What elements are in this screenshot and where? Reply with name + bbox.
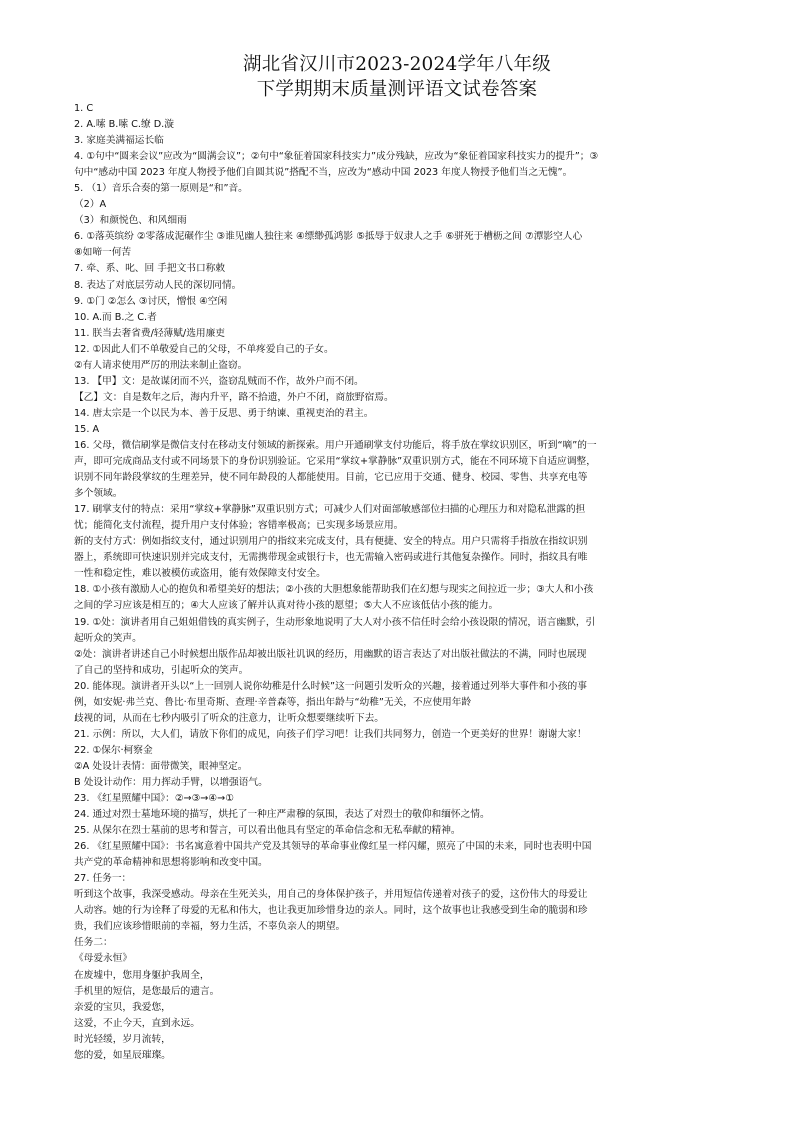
answer-line: 手机里的短信，是您最后的遗言。 [74, 985, 220, 997]
answer-line: 您的爱，如星辰璀璨。 [74, 1049, 171, 1061]
answer-line: 16. 父母，微信刷掌是微信支付在移动支付领域的新探索。用户开通刷掌支付功能后，将手放在掌纹识别区，听到“嘀”的一 [74, 439, 597, 451]
answer-line: 声，即可完成商品支付或不同场景下的身份识别验证。它采用“掌纹+掌静脉”双重识别方式，能在不同环境下自适应调整， [74, 456, 596, 468]
answer-line: 起听众的笑声。 [74, 632, 142, 644]
answer-line: 20. 能体现。演讲者开头以“上一回别人说你幼稚是什么时候”这一问题引发听众的兴趣，接着通过列举大事件和小孩的事 [74, 680, 587, 692]
answer-line: 3. 家庭美满福运长临 [74, 135, 164, 147]
answer-line: 14. 唐太宗是一个以民为本、善于反思、勇于纳谏、重视吏治的君主。 [74, 407, 374, 419]
answer-line: 句中“感动中国 2023 年度人物授予他们自圆其说”搭配不当，应改为“感动中国 2023 年度人物授予他们当之无愧”。 [74, 167, 573, 179]
answer-line: 任务二： [74, 937, 113, 949]
answer-line: 识别不同年龄段掌纹的生理差异，使不同年龄段的人都能使用。目前，它已应用于交通、健身、校园、零售、共享充电等 [74, 472, 588, 484]
answer-line: 18. ①小孩有激励人心的抱负和希望美好的想法；②小孩的大胆想象能帮助我们在幻想与现实之间拉近一步；③大人和小孩 [74, 584, 594, 596]
answer-line: 听到这个故事，我深受感动。母亲在生死关头，用自己的身体保护孩子，并用短信传递着对孩子的爱，这份伟大的母爱让 [74, 889, 588, 901]
answer-line: 9. ①门 ②怎么 ③讨厌，憎恨 ④空闲 [74, 295, 228, 307]
answer-line: 之间的学习应该是相互的；④大人应该了解并认真对待小孩的愿望；⑤大人不应该低估小孩的能力。 [74, 600, 499, 612]
answer-line: 1. C [74, 103, 94, 114]
answer-line: 5. （1）音乐合奏的第一原则是“和”音。 [74, 183, 248, 195]
answer-line: （2）A [74, 199, 107, 211]
answer-line: 在废墟中，您用身躯护我周全， [74, 969, 210, 981]
answer-line: 共产党的革命精神和思想将影响和改变中国。 [74, 857, 268, 869]
answer-line: 这爱，不止今天，直到永远。 [74, 1017, 200, 1029]
answer-line: 《母爱永恒》 [74, 953, 133, 965]
answer-line: 23. 《红星照耀中国》：②→③→④→① [74, 793, 234, 805]
answer-line: ②有人请求使用严厉的刑法来制止盗窃。 [74, 359, 248, 371]
answer-line: ②处：演讲者讲述自己小时候想出版作品却被出版社讥讽的经历，用幽默的语言表达了对出版社做法的不满，同时也展现 [74, 648, 587, 660]
answer-line: 忧；能简化支付流程，提升用户支付体验；容错率极高；已实现多场景应用。 [74, 520, 404, 532]
answer-line: 歧视的词，从而在七秒内吸引了听众的注意力，让听众想要继续听下去。 [74, 712, 384, 724]
document-title-line-2: 下学期期末质量测评语文试卷答案 [256, 79, 538, 100]
answer-line: ⑧如啼一何苦 [74, 247, 132, 259]
answer-line: 器上，系统即可快速识别并完成支付，无需携带现金或银行卡，也无需输入密码或进行其他复杂操作。同时，指纹具有唯 [74, 552, 588, 564]
answer-line: 时光轻缓，岁月流转， [74, 1033, 171, 1045]
answer-line: 6. ①落英缤纷 ②零落成泥碾作尘 ③谁见幽人独往来 ④缥缈孤鸿影 ⑤抵辱于奴隶人之手 ⑥骈死于槽枥之间 ⑦潭影空人心 [74, 231, 583, 243]
answer-line: 2. A.嗦 B.嗦 C.缭 D.漩 [74, 119, 174, 131]
answer-line: 贵，我们应该珍惜眼前的幸福，努力生活，不辜负亲人的期望。 [74, 921, 346, 933]
answer-line: 12. ①因此人们不单敬爱自己的父母，不单疼爱自己的子女。 [74, 343, 334, 355]
answer-line: 多个领域。 [74, 488, 123, 500]
answer-line: 亲爱的宝贝，我爱您， [74, 1001, 171, 1013]
answer-line: 25. 从保尔在烈士墓前的思考和誓言，可以看出他具有坚定的革命信念和无私奉献的精神。 [74, 825, 461, 837]
answer-line: 新的支付方式：例如指纹支付，通过识别用户的指纹来完成支付，具有便捷、安全的特点。用户只需将手指放在指纹识别 [74, 536, 588, 548]
answer-line: 22. ①保尔·柯察金 [74, 744, 153, 756]
answer-line: 15. A [74, 423, 100, 435]
answer-line: 11. 朕当去奢省费/轻薄赋/选用廉吏 [74, 327, 225, 339]
answer-line: 24. 通过对烈士墓地环境的描写，烘托了一种庄严肃穆的氛围，表达了对烈士的敬仰和缅怀之情。 [74, 809, 490, 821]
answer-line: 8. 表达了对底层劳动人民的深切同情。 [74, 279, 242, 291]
answer-line: 17. 刷掌支付的特点：采用“掌纹+掌静脉”双重识别方式；可减少人们对面部敏感部位扫描的心理压力和对隐私泄露的担 [74, 504, 586, 516]
answer-line: 例，如安妮·弗兰克、鲁比·布里奇斯、查理·辛普森等，指出年龄与“幼稚”无关，不应使用年龄 [74, 696, 472, 708]
answer-line: ②A 处设计表情：面带微笑，眼神坚定。 [74, 760, 248, 772]
answer-line: 人动容。她的行为诠释了母爱的无私和伟大，也让我更加珍惜身边的亲人。同时，这个故事也让我感受到生命的脆弱和珍 [74, 905, 588, 917]
answer-line: 【乙】文：自是数年之后，海内升平，路不拾遗，外户不闭，商旅野宿焉。 [74, 391, 394, 403]
answer-line: 7. 牵、系、叱、回 手把文书口称敕 [74, 263, 226, 275]
answer-line: 一性和稳定性，难以被模仿或盗用，能有效保障支付安全。 [74, 568, 326, 580]
answer-line: （3）和颜悦色、和风细雨 [74, 215, 187, 227]
answer-line: 10. A.而 B.之 C.者 [74, 311, 157, 323]
answer-line: 了自己的坚持和成功，引起听众的笑声。 [74, 664, 249, 676]
answer-line: 27. 任务一： [74, 873, 132, 885]
answer-line: 4. ①句中“圆来会议”应改为“圆满会议”；②句中“象征着国家科技实力”成分残缺，应改为“象征着国家科技实力的提升”；③ [74, 151, 599, 163]
answer-line: 19. ①处：演讲者用自己姐姐借钱的真实例子，生动形象地说明了大人对小孩不信任时会给小孩设限的情况，语言幽默，引 [74, 616, 596, 628]
document-title-line-1: 湖北省汉川市2023-2024学年八年级 [243, 54, 551, 75]
answer-line: 26. 《红星照耀中国》：书名寓意着中国共产党及其领导的革命事业像红星一样闪耀，照亮了中国的未来，同时也表明中国 [74, 841, 592, 853]
answer-body [74, 101, 726, 1064]
answer-line: 13. 【甲】文：是故谋闭而不兴，盗窃乱贼而不作，故外户而不闭。 [74, 375, 364, 387]
answer-line: 21. 示例：所以，大人们，请放下你们的成见，向孩子们学习吧！让我们共同努力，创造一个更美好的世界！谢谢大家！ [74, 728, 587, 740]
answer-line: B 处设计动作：用力挥动手臂，以增强语气。 [74, 776, 268, 788]
